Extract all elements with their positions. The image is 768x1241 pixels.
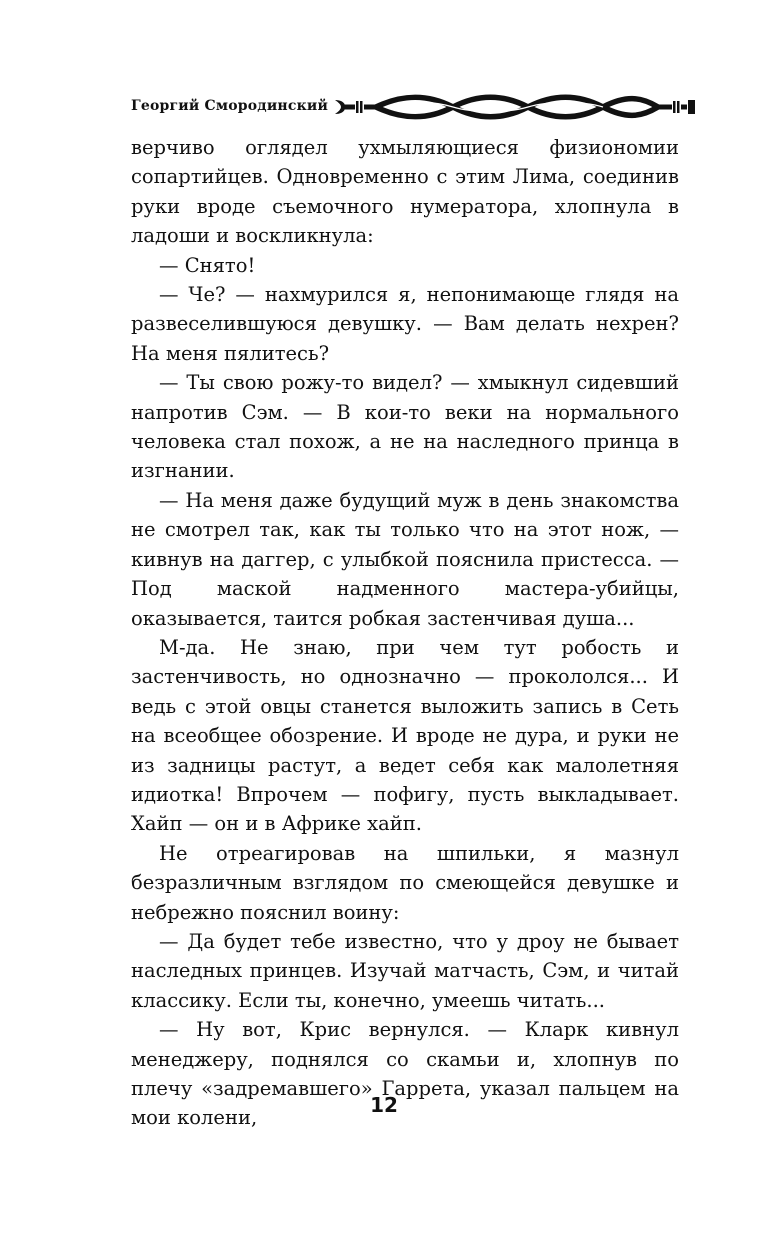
paragraph: верчиво оглядел ухмыляющиеся физиономии сопартийцев. Одновременно с этим Лима, соединив руки вроде съемочного нумератора, хлопнула в ладоши и воскликнула: — [131, 136, 679, 248]
body-text — [131, 133, 679, 1133]
paragraph: — Ну вот, Крис вернулся. — Кларк кивнул менеджеру, поднялся со скамьи и, хлопнув по плечу «задремавшего» Гаррета, указал пальцем на мои колени, — [131, 1018, 679, 1130]
paragraph: — На меня даже будущий муж в день знакомства не смотрел так, как ты только что на этот нож, — кивнув на даггер, с улыбкой пояснила пристесса. — Под маской надменного мастера-убийцы, оказывается, таится робкая застенчивая душа... — [131, 488, 679, 630]
paragraph: — Ты свою рожу-то видел? — хмыкнул сидевший напротив Сэм. — В кои-то веки на нормального человека стал похож, а не на наследного принца в изгнании. — [131, 371, 679, 483]
paragraph: М-да. Не знаю, при чем тут робость и застенчивость, но однозначно — прокололся... И ведь с этой овцы станется выложить запись в Сеть на всеобщее обозрение. И вроде не дура, и руки не из задницы растут, а ведет себя как малолетняя идиотка! Впрочем — пофигу, пусть выкладывает. Хайп — он и в Африке хайп. — [131, 635, 679, 836]
paragraph: Не отреагировав на шпильки, я мазнул безразличным взглядом по смеющейся девушке и небрежно пояснил воину: — [131, 841, 679, 924]
paragraph: — Да будет тебе известно, что у дроу не бывает наследных принцев. Изучай матчасть, Сэм, и читай классику. Если ты, конечно, умеешь читать... — [131, 929, 679, 1012]
running-header — [131, 92, 701, 122]
twisted-rope-ornament-icon — [333, 92, 701, 122]
paragraph: — Че? — нахмурился я, непонимающе глядя на развеселившуюся девушку. — Вам делать нехрен? На меня пялитесь? — [131, 283, 679, 365]
page-number: 12 — [370, 1093, 398, 1117]
paragraph: — Снято! — [159, 253, 256, 277]
header-author: Георгий Смородинский — [131, 98, 329, 114]
